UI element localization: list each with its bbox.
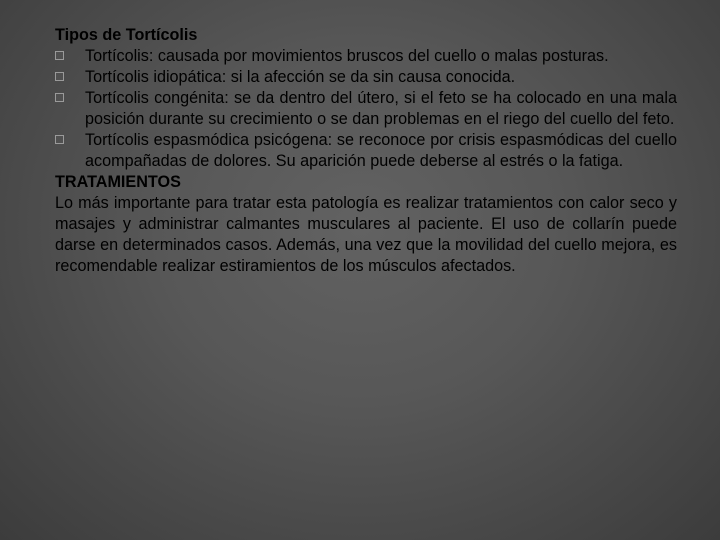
bullet-text: Tortícolis: causada por movimientos bruscos del cuello o malas posturas. <box>85 47 609 65</box>
square-bullet-icon <box>55 51 64 60</box>
bullet-item <box>55 130 677 172</box>
square-bullet-icon <box>55 72 64 81</box>
bullet-text: Tortícolis espasmódica psicógena: se reconoce por crisis espasmódicas del cuello acompañadas de dolores. Su aparición puede deberse al estrés o la fatiga. <box>85 131 677 170</box>
square-bullet-icon <box>55 135 64 144</box>
treatment-paragraph: Lo más importante para tratar esta patología es realizar tratamientos con calor seco y masajes y administrar calmantes musculares al paciente. El uso de collarín puede darse en determinados casos. Además, una vez que la movilidad del cuello mejora, es recomendable realizar estiramientos de los músculos afectados. <box>55 194 677 275</box>
bullet-text: Tortícolis idiopática: si la afección se da sin causa conocida. <box>85 68 516 86</box>
slide-title: Tipos de Tortícolis <box>55 26 198 44</box>
slide-content <box>55 25 677 277</box>
bullet-item <box>55 88 677 130</box>
bullet-text: Tortícolis congénita: se da dentro del útero, si el feto se ha colocado en una mala posición durante su crecimiento o se dan problemas en el riego del cuello del feto. <box>85 89 677 128</box>
bullet-item <box>55 67 677 88</box>
bullet-item <box>55 46 677 67</box>
bullet-list <box>55 46 677 172</box>
square-bullet-icon <box>55 93 64 102</box>
section-heading: TRATAMIENTOS <box>55 173 181 191</box>
